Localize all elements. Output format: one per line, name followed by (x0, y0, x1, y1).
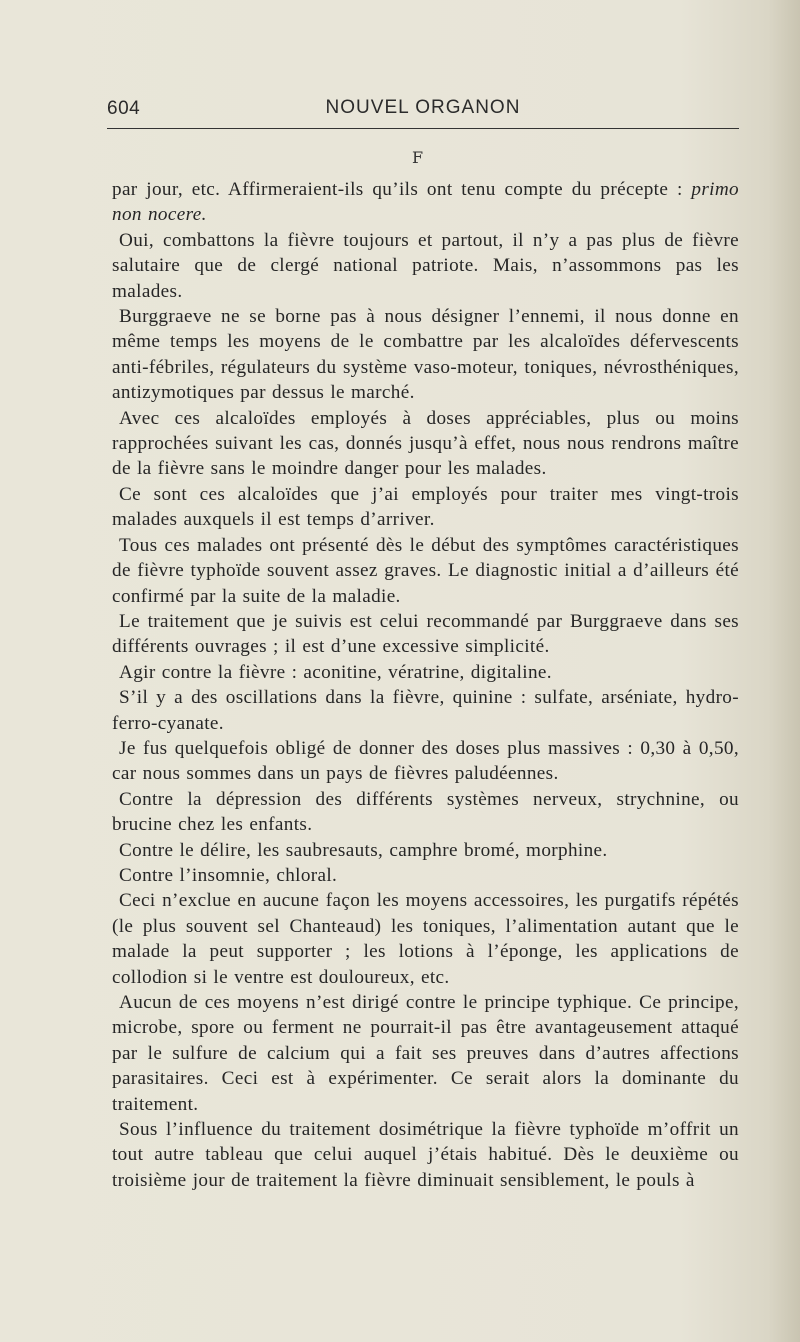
header-rule (107, 128, 739, 129)
paragraph: Contre le délire, les saubresauts, camphre bromé, morphine. (119, 839, 608, 861)
paragraph: Ce sont ces alcaloïdes que j’ai employés pour traiter mes vingt-trois malades auxquels il est temps d’arriver. (112, 483, 739, 531)
paragraph: Contre la dépression des différents systèmes nerveux, strychnine, ou brucine chez les enfants. (112, 788, 739, 836)
paragraph: Oui, combattons la fièvre toujours et partout, il n’y a pas plus de fièvre salutaire que de clergé national patriote. Mais, n’assommons pas les malades. (112, 229, 739, 302)
page-header (107, 96, 739, 126)
paragraph: Tous ces malades ont présenté dès le début des symptômes caractéristiques de fièvre typhoïde souvent assez graves. Le diagnostic initial a d’ailleurs été confirmé par la suite de la maladie. (112, 534, 739, 607)
paragraph: S’il y a des oscillations dans la fièvre, quinine : sulfate, arséniate, hydro-ferro-cyanate. (112, 687, 739, 734)
paragraph: Avec ces alcaloïdes employés à doses appréciables, plus ou moins rapprochées suivant les cas, donnés jusqu’à effet, nous nous rendrons maître de la fièvre sans le moindre danger pour les malades. (112, 407, 739, 480)
running-title: NOUVEL ORGANON (325, 97, 521, 118)
paragraph: Contre l’insomnie, chloral. (119, 864, 338, 886)
paragraph: Je fus quelquefois obligé de donner des doses plus massives : 0,30 à 0,50, car nous sommes dans un pays de fièvres paludéennes. (112, 737, 739, 785)
paragraph (112, 177, 739, 228)
paragraph-text: par jour, etc. Affirmeraient-ils qu’ils ont tenu compte du précepte : (112, 179, 683, 200)
paragraph: Agir contre la fièvre : aconitine, vératrine, digitaline. (119, 661, 552, 683)
paragraph: Burggraeve ne se borne pas à nous désigner l’ennemi, il nous donne en même temps les moyens de le combattre par les alcaloïdes défervescents anti-fébriles, régulateurs du système vaso-moteur, toniques, névrosthéniques, antizymotiques par dessus le marché. (112, 306, 739, 404)
paragraph: Aucun de ces moyens n’est dirigé contre le principe typhique. Ce principe, microbe, spore ou ferment ne pourrait-il pas être avantageusement attaqué par le sulfure de calcium qui a fait ses preuves dans d’autres affections parasitaires. Ceci est à expérimenter. Ce serait alors la dominante du traitement. (112, 992, 739, 1115)
paragraph: Le traitement que je suivis est celui recommandé par Burggraeve dans ses différents ouvrages ; il est d’une excessive simplicité. (112, 610, 739, 658)
page-number: 604 (107, 98, 141, 119)
italic-phrase: primo non nocere. (112, 179, 739, 226)
body-text (112, 177, 739, 1193)
paragraph: Ceci n’exclue en aucune façon les moyens accessoires, les purgatifs répétés (le plus souvent sel Chanteaud) les toniques, l’alimentation autant que le malade la peut supporter ; les lotions à l’éponge, les applications de collodion si le ventre est douloureux, etc. (112, 890, 739, 988)
paragraph: Sous l’influence du traitement dosimétrique la fièvre typhoïde m’offrit un tout autre tableau que celui auquel j’étais habitué. Dès le deuxième ou troisième jour de traitement la fièvre diminuait sensiblement, le pouls à (112, 1119, 739, 1191)
signature-mark: F (412, 148, 424, 167)
